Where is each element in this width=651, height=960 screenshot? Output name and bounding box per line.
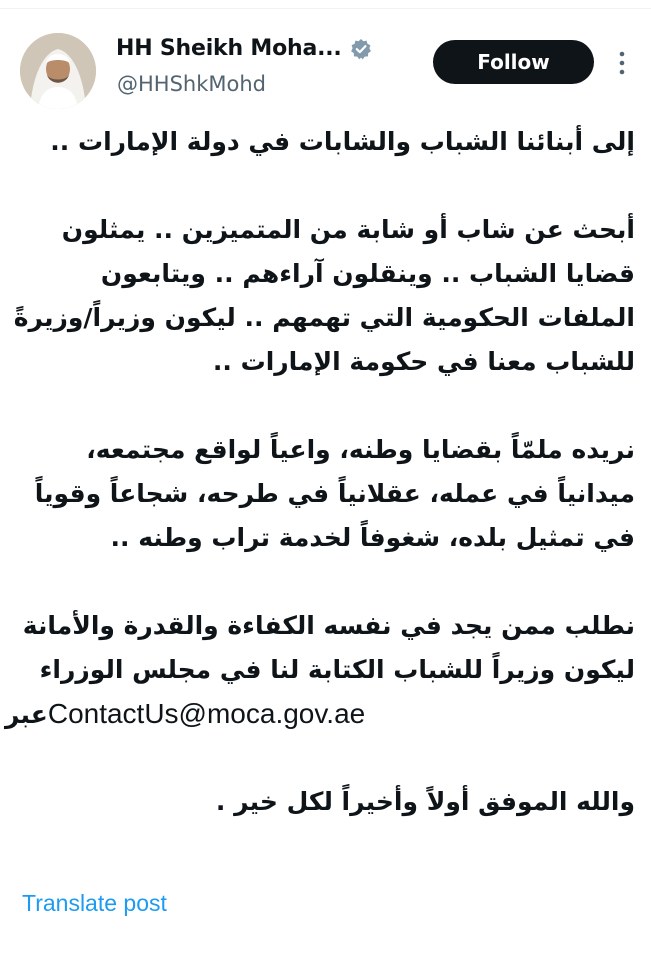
tweet-line: في تمثيل بلده، شغوفاً لخدمة تراب وطنه .. <box>110 523 635 552</box>
avatar[interactable] <box>20 33 96 109</box>
display-name[interactable]: HH Sheikh Moha... <box>116 36 342 61</box>
tweet-line: إلى أبنائنا الشباب والشابات في دولة الإمارات .. <box>50 127 635 156</box>
paragraph-gap <box>5 384 635 428</box>
tweet-line: نريده ملمّاً بقضايا وطنه، واعياً لواقع مجتمعه، <box>86 435 635 464</box>
tweet-line: ليكون وزيراً للشباب الكتابة لنا في مجلس الوزراء <box>39 655 635 684</box>
paragraph-gap <box>5 164 635 208</box>
verified-badge-icon[interactable] <box>350 38 372 60</box>
email-prefix: عبر <box>5 700 48 729</box>
tweet-line: ميدانياً في عمله، عقلانياً في طرحه، شجاعاً وقوياً <box>34 479 635 508</box>
email-address[interactable]: ContactUs@moca.gov.ae <box>47 698 366 729</box>
follow-button[interactable]: Follow <box>433 40 594 84</box>
tweet-line: أبحث عن شاب أو شابة من المتميزين .. يمثلون <box>61 215 635 244</box>
profile-photo-icon <box>20 33 96 109</box>
tweet-closing: والله الموفق أولاً وأخيراً لكل خير . <box>215 787 635 816</box>
top-divider <box>0 8 651 9</box>
more-options-icon[interactable] <box>614 50 630 76</box>
tweet-line: الملفات الحكومية التي تهمهم .. ليكون وزيراً/وزيرةً <box>13 303 635 332</box>
user-handle[interactable]: @HHShkMohd <box>117 72 266 96</box>
tweet-line: للشباب معنا في حكومة الإمارات .. <box>212 347 635 376</box>
email-line <box>5 692 635 736</box>
paragraph-gap <box>5 560 635 604</box>
tweet-line: نطلب ممن يجد في نفسه الكفاءة والقدرة والأمانة <box>22 611 635 640</box>
paragraph-gap <box>5 736 635 780</box>
tweet-line: قضايا الشباب .. وينقلون آراءهم .. ويتابعون <box>100 259 635 288</box>
display-name-row <box>116 36 372 61</box>
translate-post-link[interactable]: Translate post <box>22 890 167 916</box>
tweet-text <box>5 120 635 824</box>
